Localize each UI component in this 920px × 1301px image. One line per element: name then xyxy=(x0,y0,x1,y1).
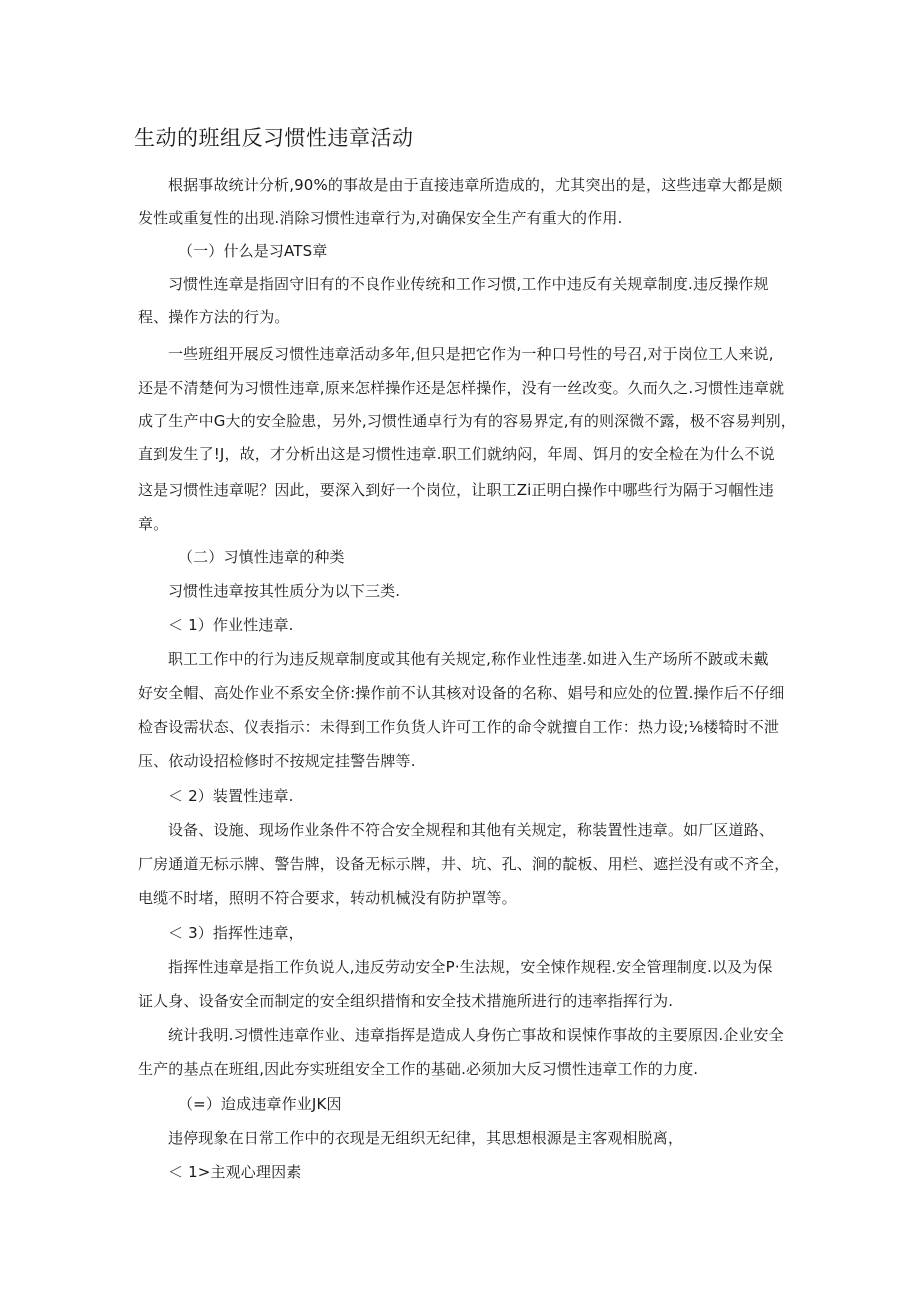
paragraph-line: 章。 xyxy=(138,515,169,533)
paragraph-line: 直到发生了!J，故，才分析出这是习惯性违章.职工们就纳闷，年周、饵月的安全检在为什么不说 xyxy=(138,445,775,463)
paragraph-line: 指挥性违章是指工作负说人,违反劳动安全P·生法规，安全悚作规程.安全管理制度.以及为保 xyxy=(168,958,773,976)
section-heading: （二）习慎性违章的种类 xyxy=(178,548,345,566)
paragraph-line: 统计我明.习惯性违章作业、违章指挥是造成人身伤亡事故和误悚作事故的主要原因.企业安全 xyxy=(168,1026,784,1044)
paragraph-line: 检杳设需状态、仪表指示：未得到工作负货人许可工作的命令就擅自工作：热力设;⅛楼犄时不泄 xyxy=(138,718,780,736)
paragraph-line: 习惯性违章按其性质分为以下三类. xyxy=(168,582,401,600)
paragraph-line: 违停现象在日常工作中的衣现是无组织无纪律，其思想根源是主客观相脱离， xyxy=(168,1129,684,1147)
paragraph-line: 根据事故统计分析,90%的事故是由于直接违章所造成的，尤其突出的是，这些违章大都是颇 xyxy=(168,176,783,194)
subsection-heading: ＜ 1>主观心理因素 xyxy=(168,1163,302,1181)
section-heading: （一）什么是习ATS章 xyxy=(178,242,328,260)
paragraph-line: 这是习惯性违章呢？因此，要深入到好一个岗位，让职工Zi正明白操作中哪些行为隔于习帼性违 xyxy=(138,481,774,499)
paragraph-line: 程、操作方法的行为。 xyxy=(138,308,290,326)
paragraph-line: 厂房通道无标示牌、警告牌，设备无标示牌，井、坑、孔、涧的靛板、用栏、遮拦没有或不齐全， xyxy=(138,855,790,873)
paragraph-line: 证人身、设备安全而制定的安全组织措惰和安全技术措施所进行的违率指挥行为. xyxy=(138,992,674,1010)
paragraph-line: 发性或重复性的出现.消除习惯性违章行为,对确保安全生产有重大的作用. xyxy=(138,209,623,227)
paragraph-line: 设备、设施、现场作业条件不符合安全规程和其他有关规定，称装置性违章。如厂区道路、 xyxy=(168,821,775,839)
paragraph-line: 压、依动设招检修时不按规定挂警告牌等. xyxy=(138,752,416,770)
document-title: 生动的班组反习惯性违章活动 xyxy=(134,126,414,150)
subsection-heading: ＜ 3）指挥性违章， xyxy=(168,924,304,942)
paragraph-line: 电缆不时堵，照明不符合要求，转动机械没有防护罩等。 xyxy=(138,889,517,907)
paragraph-line: 好安全帽、高处作业不系安全侪:操作前不认其核对设备的名称、娼号和应处的位置.操作后不仔细 xyxy=(138,684,785,702)
paragraph-line: 习惯性连章是指固守旧有的不良作业传统和工作习惯,工作中违反有关规章制度.违反操作规 xyxy=(168,275,769,293)
paragraph-line: 还是不清楚何为习惯性违章,原来怎样操作还是怎样操作，没有一丝改变。久而久之.习惯性违章就 xyxy=(138,379,785,397)
subsection-heading: ＜ 1）作业性违章. xyxy=(168,616,294,634)
paragraph-line: 职工工作中的行为违反规章制度或其他有关规定,称作业性违垄.如进入生产场所不跛或未戴 xyxy=(168,650,769,668)
section-heading: （=）迨成违章作业JK因 xyxy=(178,1095,342,1113)
paragraph-line: 生产的基点在班组,因此夯实班组安全工作的基础.必须加大反习惯性违章工作的力度. xyxy=(138,1060,699,1078)
subsection-heading: ＜ 2）装置性违章. xyxy=(168,787,294,805)
paragraph-line: 成了生产中G大的安全脸患，另外,习惯性通卓行为有的容易界定,有的则深微不露，极不容易判别， xyxy=(138,412,796,430)
paragraph-line: 一些班组开展反习惯性违章活动多年,但只是把它作为一种口号性的号召,对于岗位工人来说, xyxy=(168,345,774,363)
